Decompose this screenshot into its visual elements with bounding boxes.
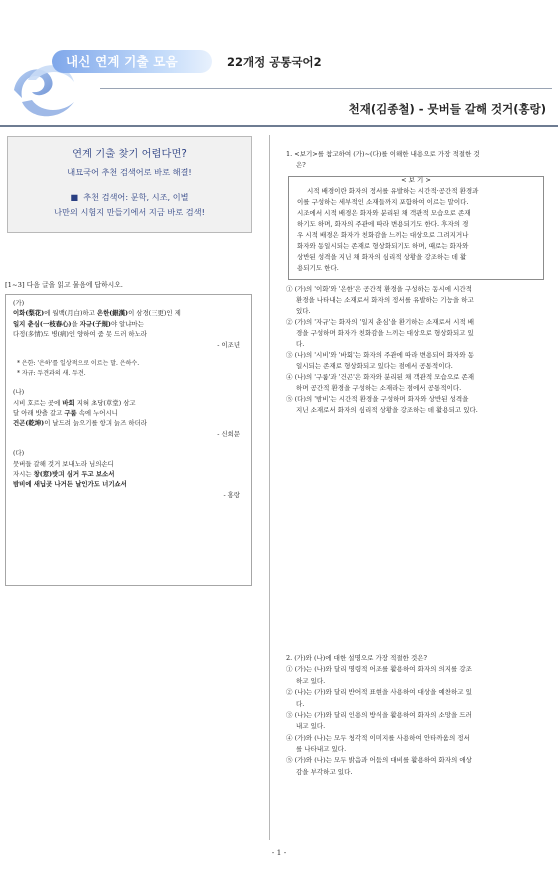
footnote: * 은한: '은하'를 일상적으로 이르는 말. 은하수. xyxy=(17,359,140,367)
option-1[interactable]: ① (가)의 '이화'와 '은한'은 공간적 환경을 구성하는 동시에 시간적 xyxy=(286,284,472,293)
option-3-cont: 일시되는 존재로 형상화되고 있다는 점에서 공통적이다. xyxy=(296,361,453,370)
option-1[interactable]: ① (가)는 (나)와 달리 명령적 어조를 활용하여 화자의 의지를 강조 xyxy=(286,665,472,674)
poem-line: 건곤(乾坤)이 날드려 늙으기를 항긔 늙즈 하더라 xyxy=(13,419,147,428)
poem-line: 자시는 창(窓)밧긔 심거 두고 보소서 xyxy=(13,469,115,478)
poem-line: 일지 춘심(一枝春心)을 자규(子規)야 알냐마는 xyxy=(13,319,144,328)
page-number: - 1 - xyxy=(271,848,287,857)
poem-line: 뭇버들 갈해 것거 보내노라 님의손디 xyxy=(13,459,114,468)
option-5[interactable]: ⑤ (다)의 '밤비'는 시간적 환경을 구성하며 화자와 상반된 성격을 xyxy=(286,394,469,403)
bogi-box xyxy=(288,176,544,279)
poem-line: 달 아래 밧츨 갈고 구룸 속에 누어시니 xyxy=(13,409,118,418)
promo-box xyxy=(7,136,252,233)
work-title: 천재(김종철) - 뭇버들 갈해 것거(홍랑) xyxy=(348,102,546,116)
option-2-cont: 경을 구성하며 화자가 친화감을 느끼는 대상으로 형상화되고 있 xyxy=(296,328,474,337)
bogi-label: < 보 기 > xyxy=(401,176,431,185)
option-5[interactable]: ⑤ (가)와 (나)는 모두 밝음과 어둠의 대비를 활용하여 화자의 애상 xyxy=(286,756,472,765)
question-stem: 2. (가)와 (나)에 대한 설명으로 가장 적절한 것은? xyxy=(286,654,428,662)
author: - 신희문 xyxy=(217,429,240,438)
passage-label-ga: (가) xyxy=(13,299,25,307)
promo-line-1: 연계 기출 찾기 어렵다면? xyxy=(72,148,187,160)
author: - 홍랑 xyxy=(223,490,240,499)
option-2[interactable]: ② (가)의 '자규'는 화자의 '일지 춘심'을 환기하는 소재로서 시적 배 xyxy=(286,317,475,326)
option-2-cont: 다. xyxy=(296,339,305,348)
option-1-cont: 환경을 나타내는 소재로서 화자의 정서를 유발하는 기능을 하고 xyxy=(296,295,474,304)
bogi-line: 용되기도 한다. xyxy=(297,264,339,273)
options xyxy=(286,284,544,417)
title-banner xyxy=(52,50,212,73)
option-3[interactable]: ③ (나)는 (가)와 달리 인용의 방식을 활용하여 화자의 소망을 드러 xyxy=(286,710,472,719)
page-title: 내신 연계 기출 모음 xyxy=(66,54,178,69)
subject-label: 22개정 공통국어2 xyxy=(227,55,322,69)
option-4[interactable]: ④ (가)와 (나)는 모두 청각적 이미지를 사용하여 안타까움의 정서 xyxy=(286,733,470,742)
instruction: [1~3] 다음 글을 읽고 물음에 답하시오. xyxy=(5,281,123,289)
header-rule-bottom xyxy=(0,125,558,127)
option-4-cont: 하며 공간적 환경을 구성하는 소재라는 점에서 공통적이다. xyxy=(296,383,462,392)
bogi-line: 하기도 하며, 화자의 주관에 따라 변용되기도 한다. 후자의 경 xyxy=(297,220,469,229)
question-2 xyxy=(286,653,544,778)
column-divider xyxy=(269,135,270,840)
question-stem: 1. <보기>를 참고하여 (가)~(다)를 이해한 내용으로 가장 적절한 것 xyxy=(286,150,480,158)
bogi-line: 이를 구성하는 세부적인 소재들까지 포함하여 이르는 말이다. xyxy=(297,198,469,207)
poem-line: 시비 호르는 곳에 바회 지혀 초당(草堂) 삼고 xyxy=(13,398,136,407)
option-1-cont: 하고 있다. xyxy=(296,676,326,685)
passage-label-na: (나) xyxy=(13,388,25,397)
question-1 xyxy=(286,149,544,416)
header-rule-top xyxy=(100,88,552,89)
option-2-cont: 다. xyxy=(296,699,305,708)
option-5-cont: 감을 부각하고 있다. xyxy=(296,767,353,776)
bogi-line: 상반된 성격을 지닌 채 화자의 심리적 상황을 강조하는 데 활 xyxy=(297,253,467,262)
bogi-line: 우 시적 배경은 화자가 친화감을 느끼는 대상으로 그려지거나 xyxy=(297,231,469,240)
option-5-cont: 지닌 소재로서 화자의 심리적 상황을 강조하는 데 활용되고 있다. xyxy=(296,406,478,415)
option-1-cont: 있다. xyxy=(296,306,311,315)
question-stem-cont: 은? xyxy=(296,161,306,170)
footnote: * 자규: 두견과의 새. 두견. xyxy=(17,369,86,377)
promo-line-2: 내묘국어 추천 검색어로 바로 해결! xyxy=(67,166,192,177)
passage-label-da: (다) xyxy=(13,449,25,458)
bogi-line: 시조에서 시적 배경은 화자와 분리된 채 객관적 모습으로 존재 xyxy=(297,209,471,218)
bogi-line: 화자와 동일시되는 존재로 형상화되기도 하며, 때로는 화자와 xyxy=(297,242,469,251)
option-3-cont: 내고 있다. xyxy=(296,722,326,731)
author: - 이조년 xyxy=(217,340,240,349)
option-4[interactable]: ④ (나)의 '구룸'과 '건곤'은 화자와 분리된 채 객관적 모습으로 존재 xyxy=(286,372,475,381)
poem-line: 이화(梨花)에 월백(月白)하고 은한(銀漢)이 삼경(三更)인 제 xyxy=(13,309,181,318)
option-4-cont: 를 나타내고 있다. xyxy=(296,745,347,753)
promo-keywords: 추천 검색어: 문학, 시조, 이별 xyxy=(83,191,189,202)
option-2[interactable]: ② (나)는 (가)와 달리 반어적 표현을 사용하여 대상을 예찬하고 있 xyxy=(286,688,472,697)
passage-box xyxy=(5,294,252,586)
poem-line: 다정(多情)도 병(病)인 양하여 줌 못 드러 하노라 xyxy=(13,330,147,339)
square-bullet-icon: ■ xyxy=(70,191,79,202)
promo-line-3 xyxy=(8,191,251,204)
poem-line: 밤비에 새닙곳 나거든 날인가도 너기쇼서 xyxy=(13,480,127,489)
option-3[interactable]: ③ (나)의 '시비'와 '바회'는 화자의 주관에 따라 변용되어 화자와 동 xyxy=(286,350,475,359)
promo-line-4: 나만의 시험지 만들기에서 지금 바로 검색! xyxy=(54,207,205,218)
bogi-line: 시적 배경이란 화자의 정서를 유발하는 시간적·공간적 환경과 xyxy=(307,187,479,196)
